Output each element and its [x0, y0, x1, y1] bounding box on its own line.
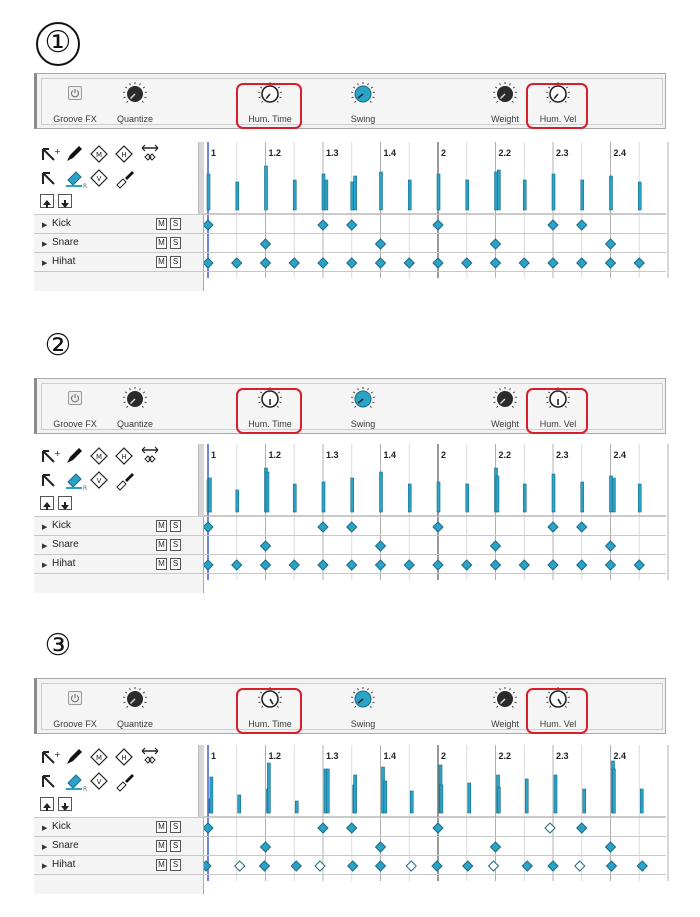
velocity-bar[interactable] — [581, 482, 584, 512]
track-lane — [34, 573, 666, 592]
track-name: Kick — [52, 218, 71, 229]
expand-triangle-icon[interactable]: ▶ — [42, 523, 48, 531]
velocity-bar[interactable] — [523, 180, 526, 210]
track-lane — [34, 271, 666, 290]
velocity-bar[interactable] — [638, 182, 641, 210]
hum-time-label: Hum. Time — [248, 419, 292, 429]
velocity-bar[interactable] — [351, 182, 354, 210]
drum-editor — [34, 745, 666, 881]
pencil-tool-icon[interactable] — [64, 747, 84, 765]
expand-triangle-icon[interactable]: ▶ — [42, 240, 48, 248]
ruler-marker: 1.2 — [268, 751, 282, 761]
hum-vel-label: Hum. Vel — [539, 419, 577, 429]
quantize-label: Quantize — [116, 419, 154, 429]
swing-knob[interactable] — [332, 684, 394, 731]
arrow-tool-icon[interactable] — [40, 170, 60, 188]
velocity-bar[interactable] — [612, 769, 615, 813]
solo-button[interactable]: S — [170, 256, 181, 268]
tool-letter-h: H — [121, 453, 127, 461]
velocity-bar[interactable] — [612, 478, 615, 512]
select-tool-icon[interactable] — [40, 749, 60, 767]
hum-vel-knob[interactable] — [527, 684, 589, 731]
velocity-bar[interactable] — [208, 478, 211, 512]
tool-letter-r: R — [83, 183, 88, 190]
weight-label: Weight — [491, 719, 519, 729]
solo-button[interactable]: S — [170, 558, 181, 570]
track-name: Snare — [52, 840, 79, 851]
quantize-label: Quantize — [116, 719, 154, 729]
ruler-marker: 2.4 — [613, 148, 627, 158]
velocity-bar[interactable] — [552, 474, 555, 512]
groove-fx-panel — [41, 683, 663, 730]
velocity-bar[interactable] — [640, 789, 643, 813]
groove-fx-bar — [34, 73, 666, 129]
mute-button[interactable]: M — [156, 558, 167, 570]
track-lane — [34, 252, 666, 271]
quantize-label: Quantize — [116, 114, 154, 124]
expand-triangle-icon[interactable]: ▶ — [42, 561, 48, 569]
expand-tool-icon[interactable] — [140, 446, 160, 464]
move-down-icon[interactable] — [58, 797, 72, 811]
pencil-tool-icon[interactable] — [64, 446, 84, 464]
hum-time-label: Hum. Time — [248, 719, 292, 729]
svg-text:+: + — [54, 147, 61, 156]
ruler-marker: 1.3 — [326, 751, 339, 761]
velocity-bar[interactable] — [380, 472, 383, 512]
velocity-bar[interactable] — [354, 176, 357, 210]
ruler-marker: 1.2 — [268, 450, 282, 460]
ruler-marker: 1.4 — [383, 148, 397, 158]
brush-tool-icon[interactable] — [114, 168, 134, 186]
move-down-icon[interactable] — [58, 194, 72, 208]
velocity-bar[interactable] — [207, 174, 210, 210]
drum-editor — [34, 142, 666, 278]
brush-tool-icon[interactable] — [114, 771, 134, 789]
weight-label: Weight — [491, 114, 519, 124]
swing-knob[interactable] — [332, 79, 394, 126]
move-up-icon[interactable] — [40, 797, 54, 811]
velocity-bar[interactable] — [466, 180, 469, 210]
velocity-bar[interactable] — [581, 180, 584, 210]
section-number-1 — [34, 20, 82, 68]
mute-button[interactable]: M — [156, 218, 167, 230]
velocity-bar[interactable] — [351, 478, 354, 512]
track-header[interactable] — [34, 215, 204, 234]
track-lane — [34, 855, 666, 874]
track-header[interactable] — [34, 574, 204, 593]
marker-m-tool-icon[interactable] — [89, 446, 109, 464]
velocity-bar[interactable] — [322, 482, 325, 512]
ruler-marker: 2 — [441, 751, 447, 761]
velocity-bar[interactable] — [210, 777, 213, 813]
marker-h-tool-icon[interactable] — [114, 144, 134, 162]
svg-text:+: + — [54, 750, 61, 759]
track-header[interactable] — [34, 253, 204, 272]
expand-triangle-icon[interactable]: ▶ — [42, 862, 48, 870]
section-number-text: ① — [44, 25, 72, 60]
ruler-marker: 1.3 — [326, 450, 339, 460]
swing-label: Swing — [350, 114, 376, 124]
track-name: Snare — [52, 237, 79, 248]
expand-triangle-icon[interactable]: ▶ — [42, 259, 48, 267]
move-down-icon[interactable] — [58, 496, 72, 510]
ruler-marker: 2.3 — [556, 450, 569, 460]
mute-button[interactable]: M — [156, 539, 167, 551]
velocity-bar[interactable] — [384, 781, 387, 813]
velocity-bar[interactable] — [497, 170, 500, 210]
ruler-marker: 1.4 — [383, 450, 397, 460]
arrow-tool-icon[interactable] — [40, 472, 60, 490]
ruler-marker: 2 — [441, 450, 447, 460]
svg-text:+: + — [54, 449, 61, 458]
ruler-marker: 2.2 — [498, 751, 512, 761]
velocity-bar[interactable] — [552, 174, 555, 210]
ruler-marker: 2.2 — [498, 450, 512, 460]
velocity-bar[interactable] — [437, 174, 440, 210]
track-name: Kick — [52, 821, 71, 832]
mute-button[interactable]: M — [156, 256, 167, 268]
groove-fx-label: Groove FX — [53, 114, 97, 124]
tool-palette — [34, 745, 204, 817]
power-icon[interactable] — [68, 86, 82, 100]
velocity-bar[interactable] — [497, 787, 500, 813]
solo-button[interactable]: S — [170, 237, 181, 249]
ruler-marker: 2 — [441, 148, 447, 158]
move-up-icon[interactable] — [40, 194, 54, 208]
velocity-bar[interactable] — [238, 795, 241, 813]
expand-triangle-icon[interactable]: ▶ — [42, 221, 48, 229]
solo-button[interactable]: S — [170, 218, 181, 230]
marker-m-tool-icon[interactable] — [89, 747, 109, 765]
track-header[interactable] — [34, 536, 204, 555]
velocity-bar[interactable] — [583, 789, 586, 813]
arrow-tool-icon[interactable] — [40, 773, 60, 791]
groove-fx-button[interactable] — [44, 384, 106, 431]
velocity-bar[interactable] — [525, 779, 528, 813]
move-up-icon[interactable] — [40, 496, 54, 510]
expand-tool-icon[interactable] — [140, 747, 160, 765]
swing-label: Swing — [350, 419, 376, 429]
velocity-bar[interactable] — [610, 176, 613, 210]
velocity-bar[interactable] — [293, 484, 296, 512]
marker-m-tool-icon[interactable] — [89, 144, 109, 162]
velocity-bar[interactable] — [380, 172, 383, 210]
velocity-bar[interactable] — [610, 476, 613, 512]
expand-triangle-icon[interactable]: ▶ — [42, 824, 48, 832]
swing-knob[interactable] — [332, 384, 394, 431]
velocity-bar[interactable] — [266, 472, 269, 512]
hum-time-knob[interactable] — [239, 79, 301, 126]
track-lane — [34, 214, 666, 233]
velocity-bar[interactable] — [267, 763, 270, 813]
track-header[interactable] — [34, 856, 204, 875]
track-lane — [34, 233, 666, 252]
tool-letter-v: V — [96, 477, 102, 485]
track-lanes — [34, 516, 666, 580]
track-header[interactable] — [34, 837, 204, 856]
eraser-tool-icon[interactable] — [64, 168, 88, 190]
select-tool-icon[interactable] — [40, 146, 60, 164]
velocity-bar[interactable] — [325, 180, 328, 210]
tool-letter-v: V — [96, 778, 102, 786]
tool-letter-m: M — [95, 453, 103, 461]
track-lane — [34, 874, 666, 893]
velocity-bar[interactable] — [265, 166, 268, 210]
weight-label: Weight — [491, 419, 519, 429]
ruler-marker: 2.4 — [613, 450, 627, 460]
track-lane — [34, 554, 666, 573]
section-number-3 — [34, 623, 82, 671]
ruler-marker: 1 — [211, 751, 217, 761]
tool-letter-h: H — [121, 151, 127, 159]
track-name: Hihat — [52, 256, 76, 267]
track-lane — [34, 535, 666, 554]
section-number-text: ② — [44, 328, 72, 363]
quantize-knob[interactable] — [104, 384, 166, 431]
velocity-bar[interactable] — [638, 484, 641, 512]
velocity-bar[interactable] — [293, 180, 296, 210]
track-header[interactable] — [34, 818, 204, 837]
velocity-bar[interactable] — [495, 172, 498, 210]
track-name: Hihat — [52, 859, 76, 870]
tool-letter-h: H — [121, 754, 127, 762]
groove-fx-label: Groove FX — [53, 719, 97, 729]
groove-fx-label: Groove FX — [53, 419, 97, 429]
hum-vel-label: Hum. Vel — [539, 114, 577, 124]
ruler-marker: 1.3 — [326, 148, 339, 158]
track-header[interactable] — [34, 517, 204, 536]
track-header[interactable] — [34, 555, 204, 574]
tool-letter-r: R — [83, 786, 88, 793]
hum-vel-label: Hum. Vel — [539, 719, 577, 729]
solo-button[interactable]: S — [170, 520, 181, 532]
hum-vel-knob[interactable] — [527, 384, 589, 431]
velocity-bar[interactable] — [437, 482, 440, 512]
solo-button[interactable]: S — [170, 859, 181, 871]
track-lane — [34, 516, 666, 535]
velocity-bar[interactable] — [468, 783, 471, 813]
marker-v-tool-icon[interactable] — [89, 771, 109, 789]
ruler-marker: 2.3 — [556, 751, 569, 761]
quantize-knob[interactable] — [104, 79, 166, 126]
hum-time-label: Hum. Time — [248, 114, 292, 124]
solo-button[interactable]: S — [170, 821, 181, 833]
pencil-tool-icon[interactable] — [64, 144, 84, 162]
tool-letter-r: R — [83, 485, 88, 492]
track-header[interactable] — [34, 875, 204, 894]
velocity-bar[interactable] — [236, 490, 239, 512]
velocity-bar[interactable] — [496, 476, 499, 512]
ruler-marker: 2.2 — [498, 148, 512, 158]
track-lanes — [34, 214, 666, 278]
velocity-bar[interactable] — [554, 775, 557, 813]
expand-tool-icon[interactable] — [140, 144, 160, 162]
solo-button[interactable]: S — [170, 539, 181, 551]
eraser-tool-icon[interactable] — [64, 470, 88, 492]
ruler-marker: 1 — [211, 450, 217, 460]
velocity-bar[interactable] — [440, 785, 443, 813]
tool-letter-m: M — [95, 754, 103, 762]
drum-editor — [34, 444, 666, 580]
velocity-bar[interactable] — [466, 484, 469, 512]
ruler-marker: 1 — [211, 148, 217, 158]
groove-fx-button[interactable] — [44, 684, 106, 731]
marker-v-tool-icon[interactable] — [89, 470, 109, 488]
ruler-marker: 2.4 — [613, 751, 627, 761]
velocity-bar[interactable] — [326, 769, 329, 813]
groove-fx-bar — [34, 378, 666, 434]
track-name: Kick — [52, 520, 71, 531]
velocity-bar[interactable] — [523, 484, 526, 512]
track-name: Snare — [52, 539, 79, 550]
marker-h-tool-icon[interactable] — [114, 747, 134, 765]
power-icon[interactable] — [68, 691, 82, 705]
velocity-bar[interactable] — [295, 801, 298, 813]
hum-vel-knob[interactable] — [527, 79, 589, 126]
ruler-marker: 1.4 — [383, 751, 397, 761]
track-header[interactable] — [34, 234, 204, 253]
track-name: Hihat — [52, 558, 76, 569]
section-number-2 — [34, 323, 82, 371]
expand-triangle-icon[interactable]: ▶ — [42, 542, 48, 550]
track-lane — [34, 836, 666, 855]
tool-palette — [34, 142, 204, 214]
track-header[interactable] — [34, 272, 204, 291]
groove-fx-panel — [41, 383, 663, 430]
mute-button[interactable]: M — [156, 237, 167, 249]
velocity-bar[interactable] — [408, 484, 411, 512]
groove-fx-bar — [34, 678, 666, 734]
marker-v-tool-icon[interactable] — [89, 168, 109, 186]
velocity-bar[interactable] — [236, 182, 239, 210]
groove-fx-panel — [41, 78, 663, 125]
tool-letter-v: V — [96, 175, 102, 183]
mute-button[interactable]: M — [156, 821, 167, 833]
section-number-text: ③ — [44, 628, 72, 663]
velocity-bar[interactable] — [410, 791, 413, 813]
mute-button[interactable]: M — [156, 859, 167, 871]
velocity-bar[interactable] — [354, 775, 357, 813]
track-lane — [34, 817, 666, 836]
swing-label: Swing — [350, 719, 376, 729]
tool-palette — [34, 444, 204, 516]
mute-button[interactable]: M — [156, 520, 167, 532]
velocity-bar[interactable] — [408, 180, 411, 210]
brush-tool-icon[interactable] — [114, 470, 134, 488]
quantize-knob[interactable] — [104, 684, 166, 731]
expand-triangle-icon[interactable]: ▶ — [42, 843, 48, 851]
solo-button[interactable]: S — [170, 840, 181, 852]
tool-letter-m: M — [95, 151, 103, 159]
ruler-marker: 2.3 — [556, 148, 569, 158]
eraser-tool-icon[interactable] — [64, 771, 88, 793]
track-lanes — [34, 817, 666, 881]
hum-time-knob[interactable] — [239, 384, 301, 431]
marker-h-tool-icon[interactable] — [114, 446, 134, 464]
mute-button[interactable]: M — [156, 840, 167, 852]
groove-fx-button[interactable] — [44, 79, 106, 126]
hum-time-knob[interactable] — [239, 684, 301, 731]
ruler-marker: 1.2 — [268, 148, 282, 158]
power-icon[interactable] — [68, 391, 82, 405]
select-tool-icon[interactable] — [40, 448, 60, 466]
velocity-bar[interactable] — [322, 174, 325, 210]
